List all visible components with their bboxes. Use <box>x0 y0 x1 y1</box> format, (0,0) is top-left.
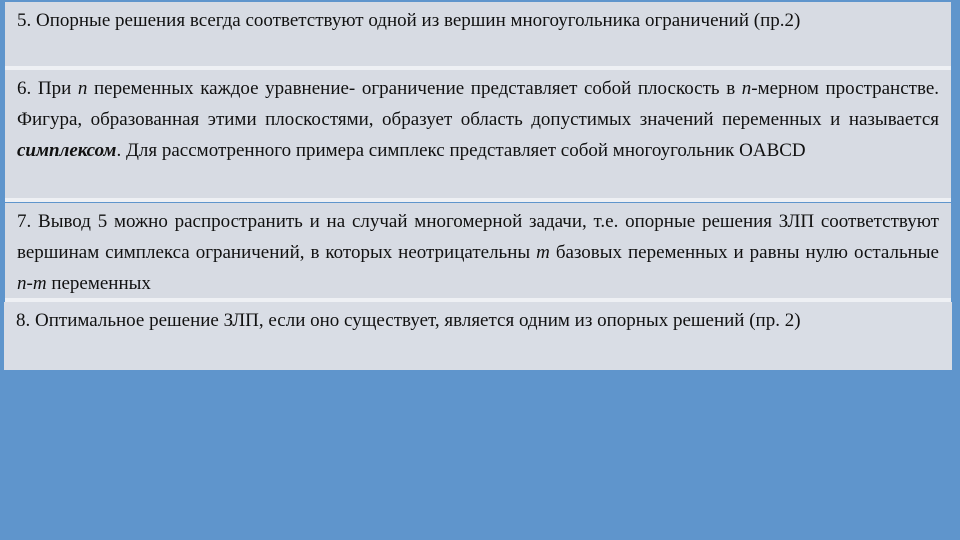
item-5-text: 5. Опорные решения всегда соответствуют одной из вершин многоугольника ограничений (пр.2) <box>17 10 801 31</box>
item-8 <box>4 302 952 370</box>
item-6-text-4: . Для рассмотренного примера симплекс представляет собой многоугольник OABCD <box>116 140 806 161</box>
item-6-text-1: 6. При <box>17 78 78 99</box>
item-5 <box>5 2 951 66</box>
item-6-text-3: -мерном пространстве. Фигура, образованная этими плоскостями, образует область допустимых значений переменных и называется <box>17 78 939 130</box>
item-7 <box>5 203 951 298</box>
item-6-var-n: n <box>77 78 88 99</box>
item-7-text-1: 7. Вывод 5 можно распространить и на случай многомерной задачи, т.е. опорные решения ЗЛП соответствуют вершинам симплекса ограничений, в которых неотрицательны <box>17 211 939 263</box>
item-7-var-nm: n-m <box>17 273 47 294</box>
item-7-text-3: переменных <box>46 273 151 294</box>
divider <box>5 198 951 202</box>
item-6-var-n2: n <box>741 78 752 99</box>
item-6 <box>5 70 951 198</box>
item-8-text: 8. Оптимальное решение ЗЛП, если оно существует, является одним из опорных решений (пр. 2) <box>16 310 801 331</box>
item-6-text-2: переменных каждое уравнение- ограничение представляет собой плоскость в <box>87 78 742 99</box>
item-7-var-m: m <box>536 242 550 263</box>
item-7-text-2: базовых переменных и равны нулю остальные <box>549 242 939 263</box>
item-6-term: симплексом <box>17 140 117 161</box>
